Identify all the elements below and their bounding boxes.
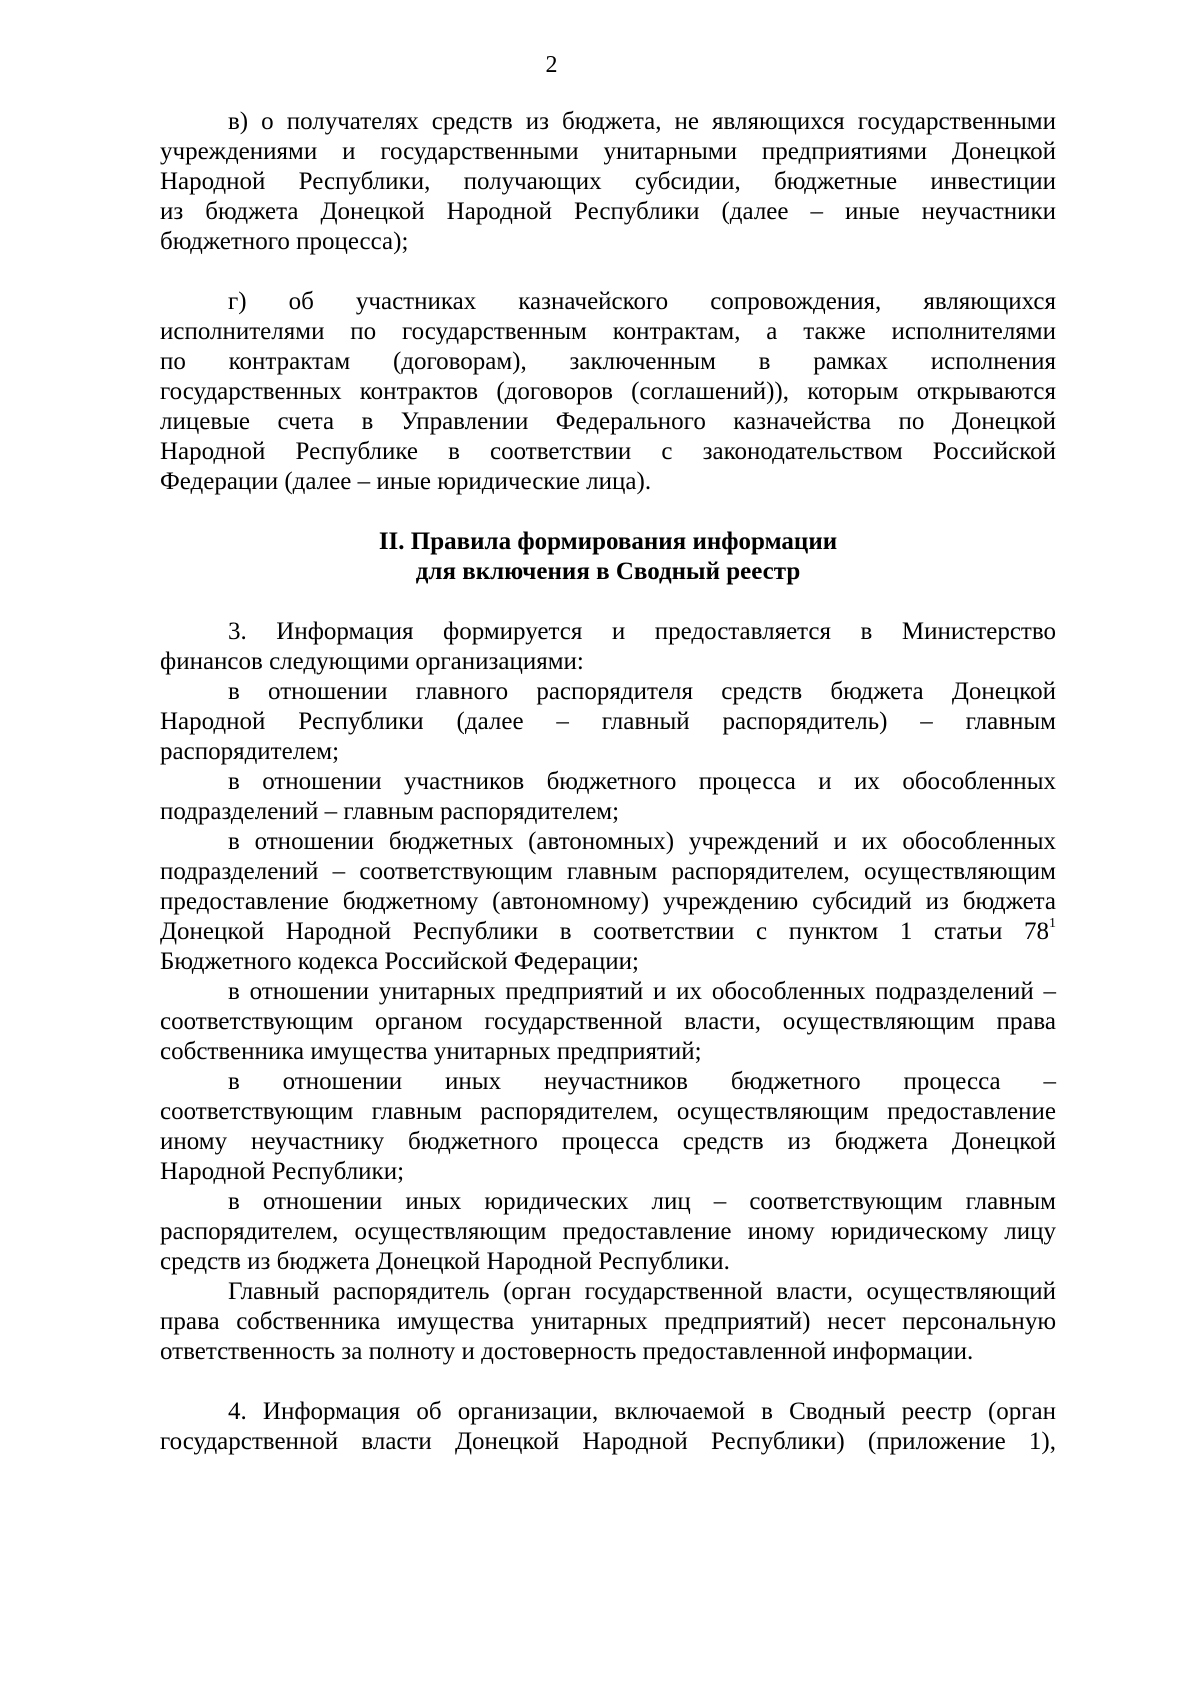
text-line: ответственность за полноту и достоверность предоставленной информации. <box>160 1338 974 1365</box>
section-heading-line: для включения в Сводный реестр <box>415 558 801 585</box>
text-line: из бюджета Донецкой Народной Республики (далее – иные неучастники <box>160 198 1056 225</box>
text-line: распорядителем, осуществляющим предоставление иному юридическому лицу <box>160 1218 1056 1245</box>
page-number: 2 <box>545 52 558 78</box>
text-line: Федерации (далее – иные юридические лица). <box>160 468 652 495</box>
text-line: исполнителями по государственным контрактам, а также исполнителями <box>160 318 1056 345</box>
text-line: права собственника имущества унитарных предприятий) несет персональную <box>160 1308 1056 1335</box>
text-line: лицевые счета в Управлении Федерального казначейства по Донецкой <box>160 408 1056 435</box>
text-line: в отношении бюджетных (автономных) учреждений и их обособленных <box>228 828 1056 855</box>
text-line: подразделений – главным распорядителем; <box>160 798 620 825</box>
text-line-with-superscript <box>160 917 1056 947</box>
text-line: соответствующим главным распорядителем, осуществляющим предоставление <box>160 1098 1056 1125</box>
text-line: 4. Информация об организации, включаемой в Сводный реестр (орган <box>228 1398 1056 1425</box>
text-line: государственной власти Донецкой Народной Республики) (приложение 1), <box>160 1428 1056 1455</box>
text-line: в отношении главного распорядителя средств бюджета Донецкой <box>228 678 1056 705</box>
paragraph-4 <box>160 1397 1056 1457</box>
text-line: Народной Республики; <box>160 1158 405 1185</box>
paragraph-3 <box>160 617 1056 1367</box>
text-line: в) о получателях средств из бюджета, не являющихся государственными <box>228 108 1056 135</box>
text-line: государственных контрактов (договоров (соглашений)), которым открываются <box>160 378 1056 405</box>
text-line: 3. Информация формируется и предоставляется в Министерство <box>228 618 1056 645</box>
text-line: учреждениями и государственными унитарными предприятиями Донецкой <box>160 138 1056 165</box>
text-line: Народной Республики (далее – главный распорядитель) – главным <box>160 708 1056 735</box>
paragraph-v <box>160 107 1056 257</box>
text-line: финансов следующими организациями: <box>160 648 584 675</box>
text-line: средств из бюджета Донецкой Народной Республики. <box>160 1248 730 1275</box>
text-line: распорядителем; <box>160 738 340 765</box>
superscript: 1 <box>1049 916 1056 931</box>
text-line: бюджетного процесса); <box>160 228 409 255</box>
paragraph-g <box>160 287 1056 497</box>
text-line: по контрактам (договорам), заключенным в рамках исполнения <box>160 348 1056 375</box>
section-heading <box>160 527 1056 587</box>
text-line: предоставление бюджетному (автономному) учреждению субсидий из бюджета <box>160 888 1056 915</box>
text-line: в отношении иных неучастников бюджетного процесса – <box>228 1068 1056 1095</box>
text-line: Главный распорядитель (орган государственной власти, осуществляющий <box>228 1278 1056 1305</box>
text-line: собственника имущества унитарных предприятий; <box>160 1038 702 1065</box>
text-line: Донецкой Народной Республики в соответствии с пунктом 1 статьи 78 <box>160 918 1049 945</box>
text-line: в отношении унитарных предприятий и их обособленных подразделений – <box>228 978 1056 1005</box>
text-line: г) об участниках казначейского сопровождения, являющихся <box>228 288 1056 315</box>
text-line: подразделений – соответствующим главным распорядителем, осуществляющим <box>160 858 1056 885</box>
text-line: в отношении иных юридических лиц – соответствующим главным <box>228 1188 1056 1215</box>
text-line: Бюджетного кодекса Российской Федерации; <box>160 948 639 975</box>
text-line: в отношении участников бюджетного процесса и их обособленных <box>228 768 1056 795</box>
text-line: Народной Республики, получающих субсидии, бюджетные инвестиции <box>160 168 1056 195</box>
text-line: Народной Республике в соответствии с законодательством Российской <box>160 438 1056 465</box>
text-line: соответствующим органом государственной власти, осуществляющим права <box>160 1008 1056 1035</box>
section-heading-line: II. Правила формирования информации <box>378 528 838 555</box>
text-line: иному неучастнику бюджетного процесса средств из бюджета Донецкой <box>160 1128 1056 1155</box>
